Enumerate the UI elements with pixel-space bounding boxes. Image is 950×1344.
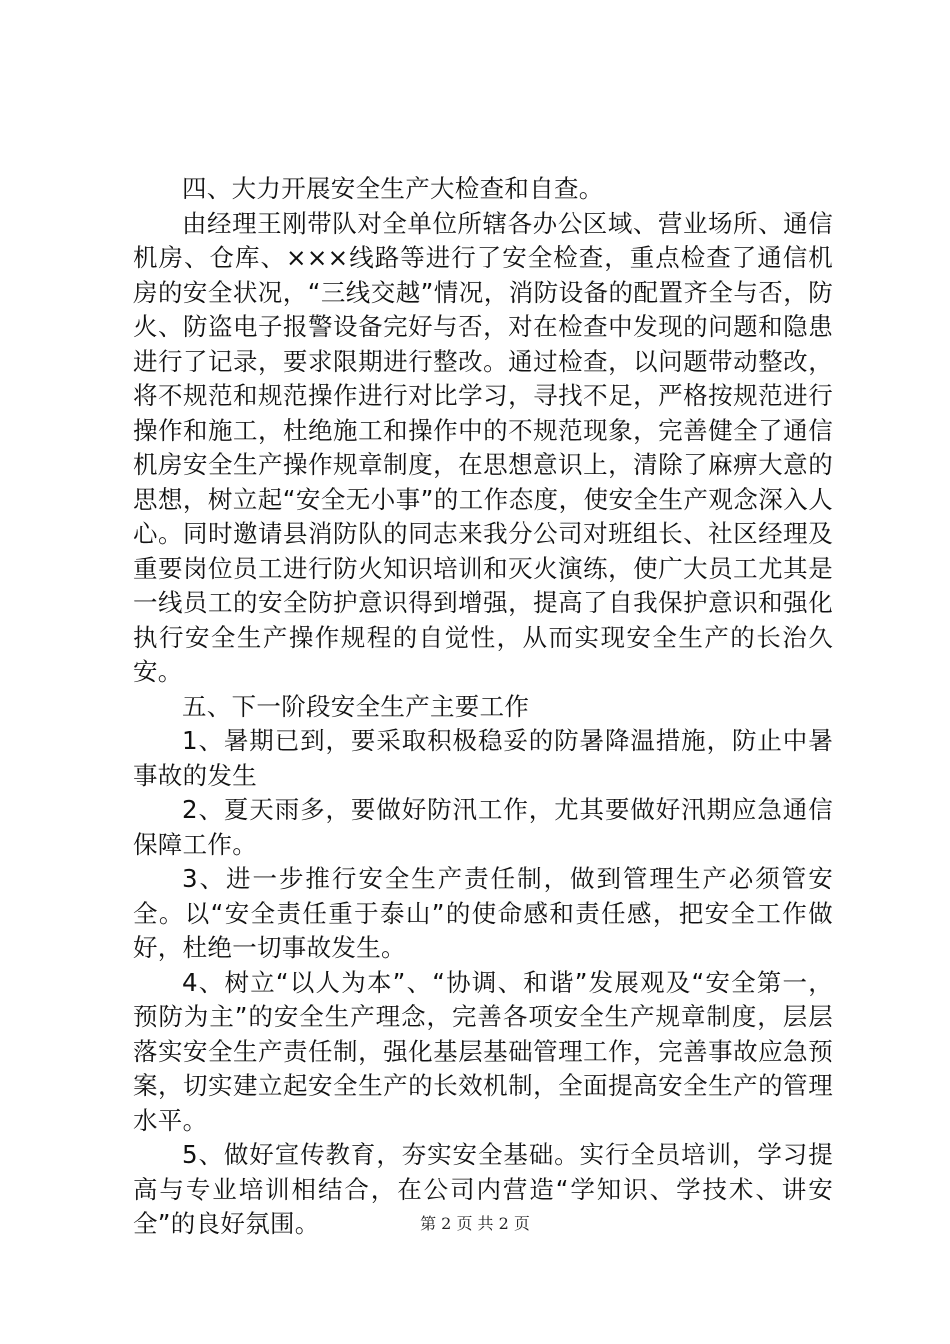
page-number-label: 第 2 页 共 2 页 <box>420 1214 530 1233</box>
list-item-3: 3、进一步推行安全生产责任制，做到管理生产必须管安全。以“安全责任重于泰山”的使命感和责任感，把安全工作做好，杜绝一切事故发生。 <box>133 864 833 962</box>
list-item-4: 4、树立“以人为本”、“协调、和谐”发展观及“安全第一，预防为主”的安全生产理念，完善各项安全生产规章制度，层层落实安全生产责任制，强化基层基础管理工作，完善事故应急预案，切实建立起安全生产的长效机制，全面提高安全生产的管理水平。 <box>133 967 833 1135</box>
list-item-1: 1、暑期已到，要采取积极稳妥的防暑降温措施，防止中暑事故的发生 <box>133 726 833 790</box>
list-item-5: 5、做好宣传教育，夯实安全基础。实行全员培训，学习提高与专业培训相结合，在公司内营造“学知识、学技术、讲安全”的良好氛围。 <box>133 1140 833 1238</box>
section-heading-4: 四、大力开展安全生产大检查和自查。 <box>182 174 604 203</box>
list-item-2: 2、夏天雨多，要做好防汛工作，尤其要做好汛期应急通信保障工作。 <box>133 795 833 859</box>
page-footer <box>0 1214 950 1234</box>
document-body <box>133 172 833 1242</box>
paragraph-inspection: 由经理王刚带队对全单位所辖各办公区域、营业场所、通信机房、仓库、×××线路等进行了安全检查，重点检查了通信机房的安全状况，“三线交越”情况，消防设备的配置齐全与否，防火、防盗电子报警设备完好与否，对在检查中发现的问题和隐患进行了记录，要求限期进行整改。通过检查，以问题带动整改，将不规范和规范操作进行对比学习，寻找不足，严格按规范进行操作和施工，杜绝施工和操作中的不规范现象，完善健全了通信机房安全生产操作规章制度，在思想意识上，清除了麻痹大意的思想，树立起“安全无小事”的工作态度，使安全生产观念深入人心。同时邀请县消防队的同志来我分公司对班组长、社区经理及重要岗位员工进行防火知识培训和灭火演练，使广大员工尤其是一线员工的安全防护意识得到增强，提高了自我保护意识和强化执行安全生产操作规程的自觉性，从而实现安全生产的长治久安。 <box>133 208 833 686</box>
section-heading-5: 五、下一阶段安全生产主要工作 <box>182 691 530 721</box>
